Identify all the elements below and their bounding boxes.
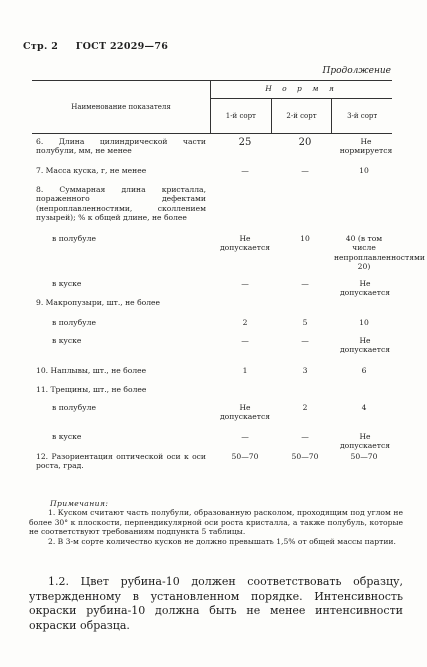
cell-sort-3: Не допускается bbox=[339, 336, 391, 355]
column-header-sort-3: 3-й сорт bbox=[347, 111, 378, 120]
cell-sort-1: 1 bbox=[242, 366, 248, 375]
cell-sort-3: 50—70 bbox=[350, 452, 378, 461]
cell-sort-2: 5 bbox=[302, 318, 308, 327]
row-name: 8. Суммарная длина кристалла, пораженного дефектами (непроплавленностями, сколлением пузырей); % к общей длине, не более bbox=[36, 185, 206, 222]
norms-table bbox=[32, 80, 425, 471]
cell-sort-2: — bbox=[301, 336, 309, 345]
cell-sort-1: — bbox=[241, 336, 249, 345]
cell-sort-3: 6 bbox=[361, 366, 367, 375]
page-number: Стр. 2 bbox=[23, 41, 59, 52]
cell-sort-2: 50—70 bbox=[291, 452, 319, 461]
row-name: в куске bbox=[52, 432, 82, 441]
continuation-label: Продолжение bbox=[322, 66, 391, 76]
cell-sort-3: 40 (в том числе непроплавленностями 20) bbox=[334, 234, 425, 271]
row-name: 9. Макропузыри, шт., не более bbox=[36, 298, 161, 307]
row-name: в полубуле bbox=[52, 234, 96, 243]
cell-sort-1: — bbox=[241, 279, 249, 288]
row-name: 7. Масса куска, г, не менее bbox=[36, 166, 147, 175]
notes-title: Примечания: bbox=[50, 499, 109, 508]
note-1: 1. Куском считают часть полубули, образованную расколом, проходящим под углом не более 30° к плоскости, перпендикулярной оси роста кристалла, а также полубуль, которые не соответствуют требованиям подпункта 5 таблицы. bbox=[29, 508, 403, 537]
column-header-norm: Н о р м я bbox=[265, 84, 338, 93]
cell-sort-2: — bbox=[301, 432, 309, 441]
cell-sort-1: Не допускается bbox=[219, 234, 271, 253]
cell-sort-2: — bbox=[301, 166, 309, 175]
row-name: в куске bbox=[52, 279, 82, 288]
cell-sort-3: Не нормируется bbox=[339, 137, 393, 156]
paragraph-1-2: 1.2. Цвет рубина-10 должен соответствовать образцу, утвержденному в установленном порядке. Интенсивность окраски рубина-10 должна быть не менее интенсивности окраски образца. bbox=[29, 575, 403, 632]
cell-sort-2: 10 bbox=[300, 234, 310, 243]
row-name: 12. Разориентация оптической оси к оси роста, град. bbox=[36, 452, 206, 471]
cell-sort-1: 25 bbox=[238, 137, 252, 148]
column-header-sort-1: 1-й сорт bbox=[211, 99, 272, 133]
cell-sort-2: 20 bbox=[298, 137, 312, 148]
cell-sort-1: — bbox=[241, 166, 249, 175]
cell-sort-1: 2 bbox=[242, 318, 248, 327]
column-header-sorts bbox=[211, 98, 392, 133]
cell-sort-1: 50—70 bbox=[231, 452, 259, 461]
row-name: 6. Длина цилиндрической части полубули, мм, не менее bbox=[36, 137, 206, 156]
column-header-name: Наименование показателя bbox=[32, 81, 211, 133]
cell-sort-1: Не допускается bbox=[219, 403, 271, 422]
cell-sort-3: 10 bbox=[359, 166, 369, 175]
row-name: 10. Наплывы, шт., не более bbox=[36, 366, 147, 375]
table-header bbox=[32, 80, 392, 134]
column-header-sort-2: 2-й сорт bbox=[272, 99, 333, 133]
row-name: в полубуле bbox=[52, 318, 96, 327]
cell-sort-1: — bbox=[241, 432, 249, 441]
standard-number: ГОСТ 22029—76 bbox=[75, 41, 169, 52]
cell-sort-2: — bbox=[301, 279, 309, 288]
cell-sort-2: 3 bbox=[302, 366, 308, 375]
notes-section bbox=[29, 499, 403, 546]
row-name: в полубуле bbox=[52, 403, 96, 412]
row-name: в куске bbox=[52, 336, 82, 345]
cell-sort-3: 10 bbox=[359, 318, 369, 327]
note-2: 2. В 3-м сорте количество кусков не должно превышать 1,5% от общей массы партии. bbox=[48, 536, 396, 546]
page-header bbox=[23, 41, 168, 52]
cell-sort-3: Не допускается bbox=[339, 279, 391, 298]
cell-sort-3: Не допускается bbox=[339, 432, 391, 451]
cell-sort-2: 2 bbox=[302, 403, 308, 412]
row-name: 11. Трещины, шт., не более bbox=[36, 385, 147, 394]
cell-sort-3: 4 bbox=[361, 403, 367, 412]
